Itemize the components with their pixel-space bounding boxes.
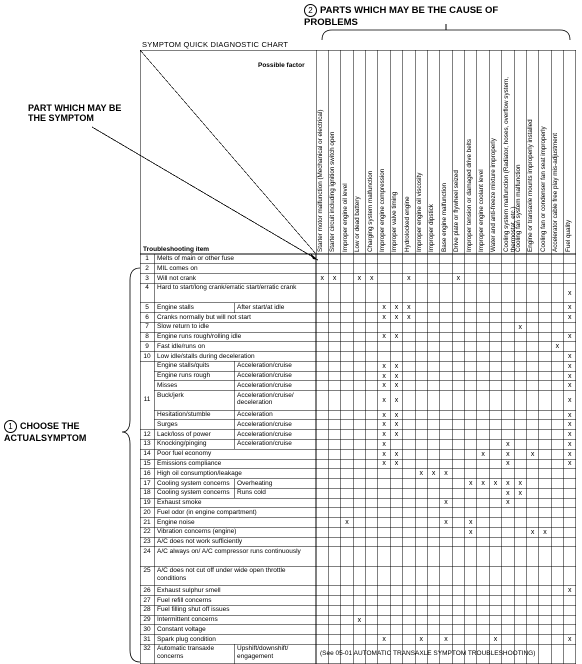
cause-mark: x — [382, 636, 386, 644]
cause-mark: x — [394, 431, 399, 439]
row-number: 26 — [143, 586, 151, 594]
row-symptom: Emissions compliance — [157, 460, 222, 467]
cause-mark: x — [382, 362, 386, 370]
factor-header: Improper engine coolant level — [477, 169, 485, 252]
row-condition: Acceleration/cruise — [237, 430, 292, 438]
factor-header: Cooling fan system malfunction — [515, 164, 523, 252]
cause-mark: x — [543, 528, 547, 536]
row-symptom: Engine runs rough — [157, 372, 211, 380]
row-number: 20 — [143, 508, 151, 516]
cause-mark: x — [444, 518, 448, 526]
factor-header: Improper engine oil level — [341, 183, 349, 252]
row-condition: Acceleration/cruise — [237, 381, 292, 389]
factor-header: Fuel quality — [564, 219, 572, 252]
row-symptom: Exhaust sulphur smell — [157, 586, 221, 594]
cause-mark: x — [394, 362, 399, 370]
cause-mark: x — [568, 450, 572, 458]
row-number: 27 — [143, 596, 151, 604]
cause-mark: x — [382, 450, 386, 458]
grid-line — [140, 50, 316, 254]
row-number: 14 — [143, 450, 151, 458]
cause-mark: x — [568, 636, 572, 644]
factor-header: Water and anti-freeze mixture improperly — [490, 138, 498, 252]
factor-header: Improper engine oil viscosity — [416, 172, 424, 252]
cause-mark: x — [481, 479, 485, 487]
cause-mark: x — [320, 274, 324, 282]
factor-header: Low or dead battery — [354, 196, 362, 252]
row-symptom: Engine noise — [157, 518, 195, 526]
row-symptom: Fuel filling shut off issues — [157, 606, 230, 614]
choose-brace — [122, 268, 140, 662]
row-number: 15 — [143, 460, 151, 467]
factor-header: Improper valve timing — [391, 191, 399, 252]
cause-mark: x — [407, 304, 411, 312]
factor-header: Improper engine compression — [378, 168, 386, 252]
row-symptom: Cooling system concerns — [157, 489, 230, 497]
diagnostic-table — [140, 50, 576, 664]
cause-mark: x — [568, 431, 572, 439]
row-number: 30 — [143, 625, 151, 633]
row-number: 28 — [143, 606, 151, 614]
row-number: 9 — [145, 342, 149, 350]
row-symptom: Hesitation/stumble — [157, 411, 211, 419]
cause-mark: x — [568, 353, 572, 360]
row-condition: Acceleration/cruise — [237, 420, 292, 428]
row-symptom: Constant voltage — [157, 625, 206, 633]
row-number: 24 — [143, 547, 151, 555]
cause-mark: x — [518, 489, 523, 497]
cause-mark: x — [506, 499, 510, 507]
parts-number-circle: 2 — [304, 4, 317, 17]
cause-mark: x — [394, 382, 399, 390]
row-symptom: Low idle/stalls during deceleration — [157, 352, 255, 360]
row-number: 1 — [145, 255, 149, 262]
row-symptom: Slow return to idle — [157, 323, 210, 331]
cause-mark: x — [431, 470, 436, 478]
cause-mark: x — [493, 636, 498, 644]
factor-header: Engine or transaxle mounts improperly installed — [527, 119, 535, 252]
factor-header: Starter motor malfunction (Mechanical or electrical) — [317, 109, 324, 252]
row-condition: Overheating — [237, 479, 273, 487]
cause-mark: x — [530, 528, 535, 536]
cause-mark: x — [382, 382, 386, 390]
row-symptom: Engine stalls — [157, 303, 194, 311]
row-condition: Acceleration/cruise — [237, 372, 292, 380]
row-number: 17 — [143, 479, 151, 487]
row-number: 11 — [143, 396, 151, 404]
cause-mark: x — [506, 489, 510, 497]
cause-mark: x — [444, 470, 448, 478]
row-number: 19 — [143, 499, 151, 507]
row-symptom: Misses — [157, 381, 178, 389]
cause-mark: x — [394, 421, 399, 429]
cause-mark: x — [568, 440, 572, 448]
choose-label: CHOOSE THE ACTUALSYMPTOM — [4, 420, 87, 443]
row-condition: After start/at idle — [237, 303, 285, 311]
parts-label: PARTS WHICH MAY BE THE CAUSE OF PROBLEMS — [304, 4, 499, 28]
row-symptom: A/C does not work sufficiently — [157, 538, 243, 546]
cause-mark: x — [530, 450, 535, 458]
row-note: (See 05-01 AUTOMATIC TRANSAXLE SYMPTOM TROUBLESHOOTING) — [320, 650, 536, 658]
cause-mark: x — [555, 343, 560, 351]
cause-mark: x — [419, 470, 423, 478]
choose-number-circle: 1 — [4, 420, 17, 433]
cause-mark: x — [568, 289, 572, 297]
row-number: 16 — [143, 469, 151, 477]
cause-mark: x — [481, 450, 485, 458]
row-number: 32 — [143, 645, 151, 653]
cause-mark: x — [394, 313, 399, 321]
row-number: 4 — [145, 284, 149, 292]
factor-header: Cooling fan or condenser fan seat improperly — [539, 126, 547, 252]
factor-header: Accelerator cable free play mis-adjustment — [552, 133, 560, 252]
cause-mark: x — [506, 479, 510, 487]
row-number: 18 — [143, 489, 151, 497]
cause-mark: x — [382, 304, 386, 312]
row-number: 7 — [145, 323, 149, 331]
row-symptom: Engine runs rough/rolling idle — [157, 333, 242, 341]
row-symptom: Lack/loss of power — [157, 430, 211, 438]
cause-mark: x — [568, 396, 572, 404]
parts-bracket — [322, 30, 570, 40]
row-symptom: Melts of main or other fuse — [157, 255, 234, 262]
cause-mark: x — [469, 518, 473, 526]
row-condition: Acceleration/cruise — [237, 362, 292, 370]
row-symptom: Fuel refill concerns — [157, 596, 212, 604]
cause-mark: x — [506, 440, 510, 448]
factor-header: Starter circuit including ignition switch open — [329, 131, 337, 252]
cause-mark: x — [419, 636, 423, 644]
cause-mark: x — [382, 440, 386, 448]
row-number: 3 — [145, 274, 149, 282]
row-symptom: Engine stalls/quits — [157, 362, 210, 370]
row-symptom: Buck/jerk — [157, 391, 184, 399]
cause-mark: x — [345, 518, 349, 526]
cause-mark: x — [382, 313, 386, 321]
row-symptom: Exhaust smoke — [157, 499, 202, 507]
cause-mark: x — [394, 460, 399, 468]
row-symptom: Intermittent concerns — [157, 616, 218, 624]
row-symptom: Knocking/pinging — [157, 440, 207, 448]
cause-mark: x — [506, 460, 510, 468]
cause-mark: x — [394, 372, 399, 380]
cause-mark: x — [369, 274, 374, 282]
row-number: 23 — [143, 538, 151, 546]
cause-mark: x — [382, 333, 386, 341]
cause-mark: x — [506, 450, 510, 458]
row-number: 29 — [143, 616, 151, 624]
cause-mark: x — [568, 333, 572, 341]
row-number: 10 — [143, 352, 151, 360]
cause-mark: x — [382, 372, 386, 380]
row-symptom: Poor fuel economy — [157, 450, 212, 458]
row-number: 5 — [145, 303, 149, 311]
row-number: 31 — [143, 635, 151, 643]
row-symptom: A/C does not cut off under wide open throttle conditions — [157, 567, 286, 582]
row-number: 2 — [145, 264, 149, 272]
cause-mark: x — [568, 372, 572, 380]
row-number: 21 — [143, 518, 151, 526]
row-symptom: MIL comes on — [157, 264, 198, 272]
row-condition: Acceleration/cruise — [237, 440, 292, 448]
cause-mark: x — [518, 479, 523, 487]
cause-mark: x — [568, 313, 572, 321]
corner-top-label: Possible factor — [258, 62, 305, 69]
row-condition: Acceleration — [237, 411, 273, 419]
cause-mark: x — [394, 333, 399, 341]
row-number: 12 — [143, 430, 151, 438]
symptom-part-label: PART WHICH MAY BE THE SYMPTOM — [28, 103, 122, 123]
cause-mark: x — [444, 499, 448, 507]
cause-mark: x — [332, 274, 337, 282]
row-number: 13 — [143, 440, 151, 448]
row-symptom: Surges — [157, 420, 178, 428]
cause-mark: x — [568, 421, 572, 429]
cause-mark: x — [568, 382, 572, 390]
cause-mark: x — [357, 616, 362, 624]
cause-mark: x — [456, 274, 461, 282]
factor-header: Cooling system malfunction (Radiator, hoses, overflow system, thermostat, etc.) — [502, 77, 517, 252]
cause-mark: x — [568, 362, 572, 370]
corner-bottom-label: Troubleshooting item — [143, 246, 210, 253]
row-number: 25 — [143, 567, 151, 575]
factor-header: Drive plate or flywheel seized — [453, 170, 461, 252]
cause-mark: x — [568, 587, 572, 595]
cause-mark: x — [394, 396, 399, 404]
cause-mark: x — [568, 411, 572, 419]
cause-mark: x — [469, 528, 473, 536]
factor-header: Charging system malfunction — [366, 170, 374, 252]
row-symptom: Fuel odor (in engine compartment) — [157, 508, 257, 516]
cause-mark: x — [493, 479, 498, 487]
cause-mark: x — [382, 421, 386, 429]
cause-mark: x — [518, 323, 523, 331]
row-number: 8 — [145, 333, 149, 341]
row-number: 6 — [145, 313, 149, 321]
cause-mark: x — [469, 479, 473, 487]
cause-mark: x — [568, 460, 572, 468]
cause-mark: x — [407, 313, 411, 321]
row-symptom: Hard to start/long crank/erratic start/erratic crank — [157, 284, 297, 292]
cause-mark: x — [394, 450, 399, 458]
cause-mark: x — [357, 274, 362, 282]
row-symptom: Automatic transaxle concerns — [157, 645, 215, 660]
row-symptom: Will not crank — [157, 274, 197, 282]
row-symptom: Spark plug condition — [157, 635, 216, 643]
cause-mark: x — [444, 636, 448, 644]
row-symptom: Vibration concerns (engine) — [157, 528, 237, 536]
cause-mark: x — [394, 411, 399, 419]
row-condition: Runs cold — [237, 489, 266, 497]
cause-mark: x — [407, 274, 411, 282]
cause-mark: x — [394, 304, 399, 312]
row-number: 22 — [143, 528, 151, 536]
chart-title: SYMPTOM QUICK DIAGNOSTIC CHART — [142, 40, 289, 49]
factor-header: Hydrolocked engine — [403, 196, 411, 252]
row-symptom: A/C always on/ A/C compressor runs continuously — [157, 547, 301, 555]
row-symptom: Fast idle/runs on — [157, 342, 206, 350]
row-condition: Acceleration/cruise/ deceleration — [237, 391, 294, 407]
cause-mark: x — [382, 411, 386, 419]
cause-mark: x — [382, 431, 386, 439]
factor-header: Improper dipstick — [428, 204, 436, 252]
factor-header: Improper tension or damaged drive belts — [465, 138, 473, 252]
row-condition: Upshift/downshift/ engagement — [237, 645, 289, 660]
cause-mark: x — [382, 396, 386, 404]
cause-mark: x — [568, 304, 572, 312]
cause-mark: x — [382, 460, 386, 468]
row-symptom: Cooling system concerns — [157, 479, 230, 487]
row-symptom: High oil consumption/leakage — [157, 469, 242, 477]
row-symptom: Cranks normally but will not start — [157, 313, 251, 321]
factor-header: Base engine malfunction — [440, 183, 448, 252]
